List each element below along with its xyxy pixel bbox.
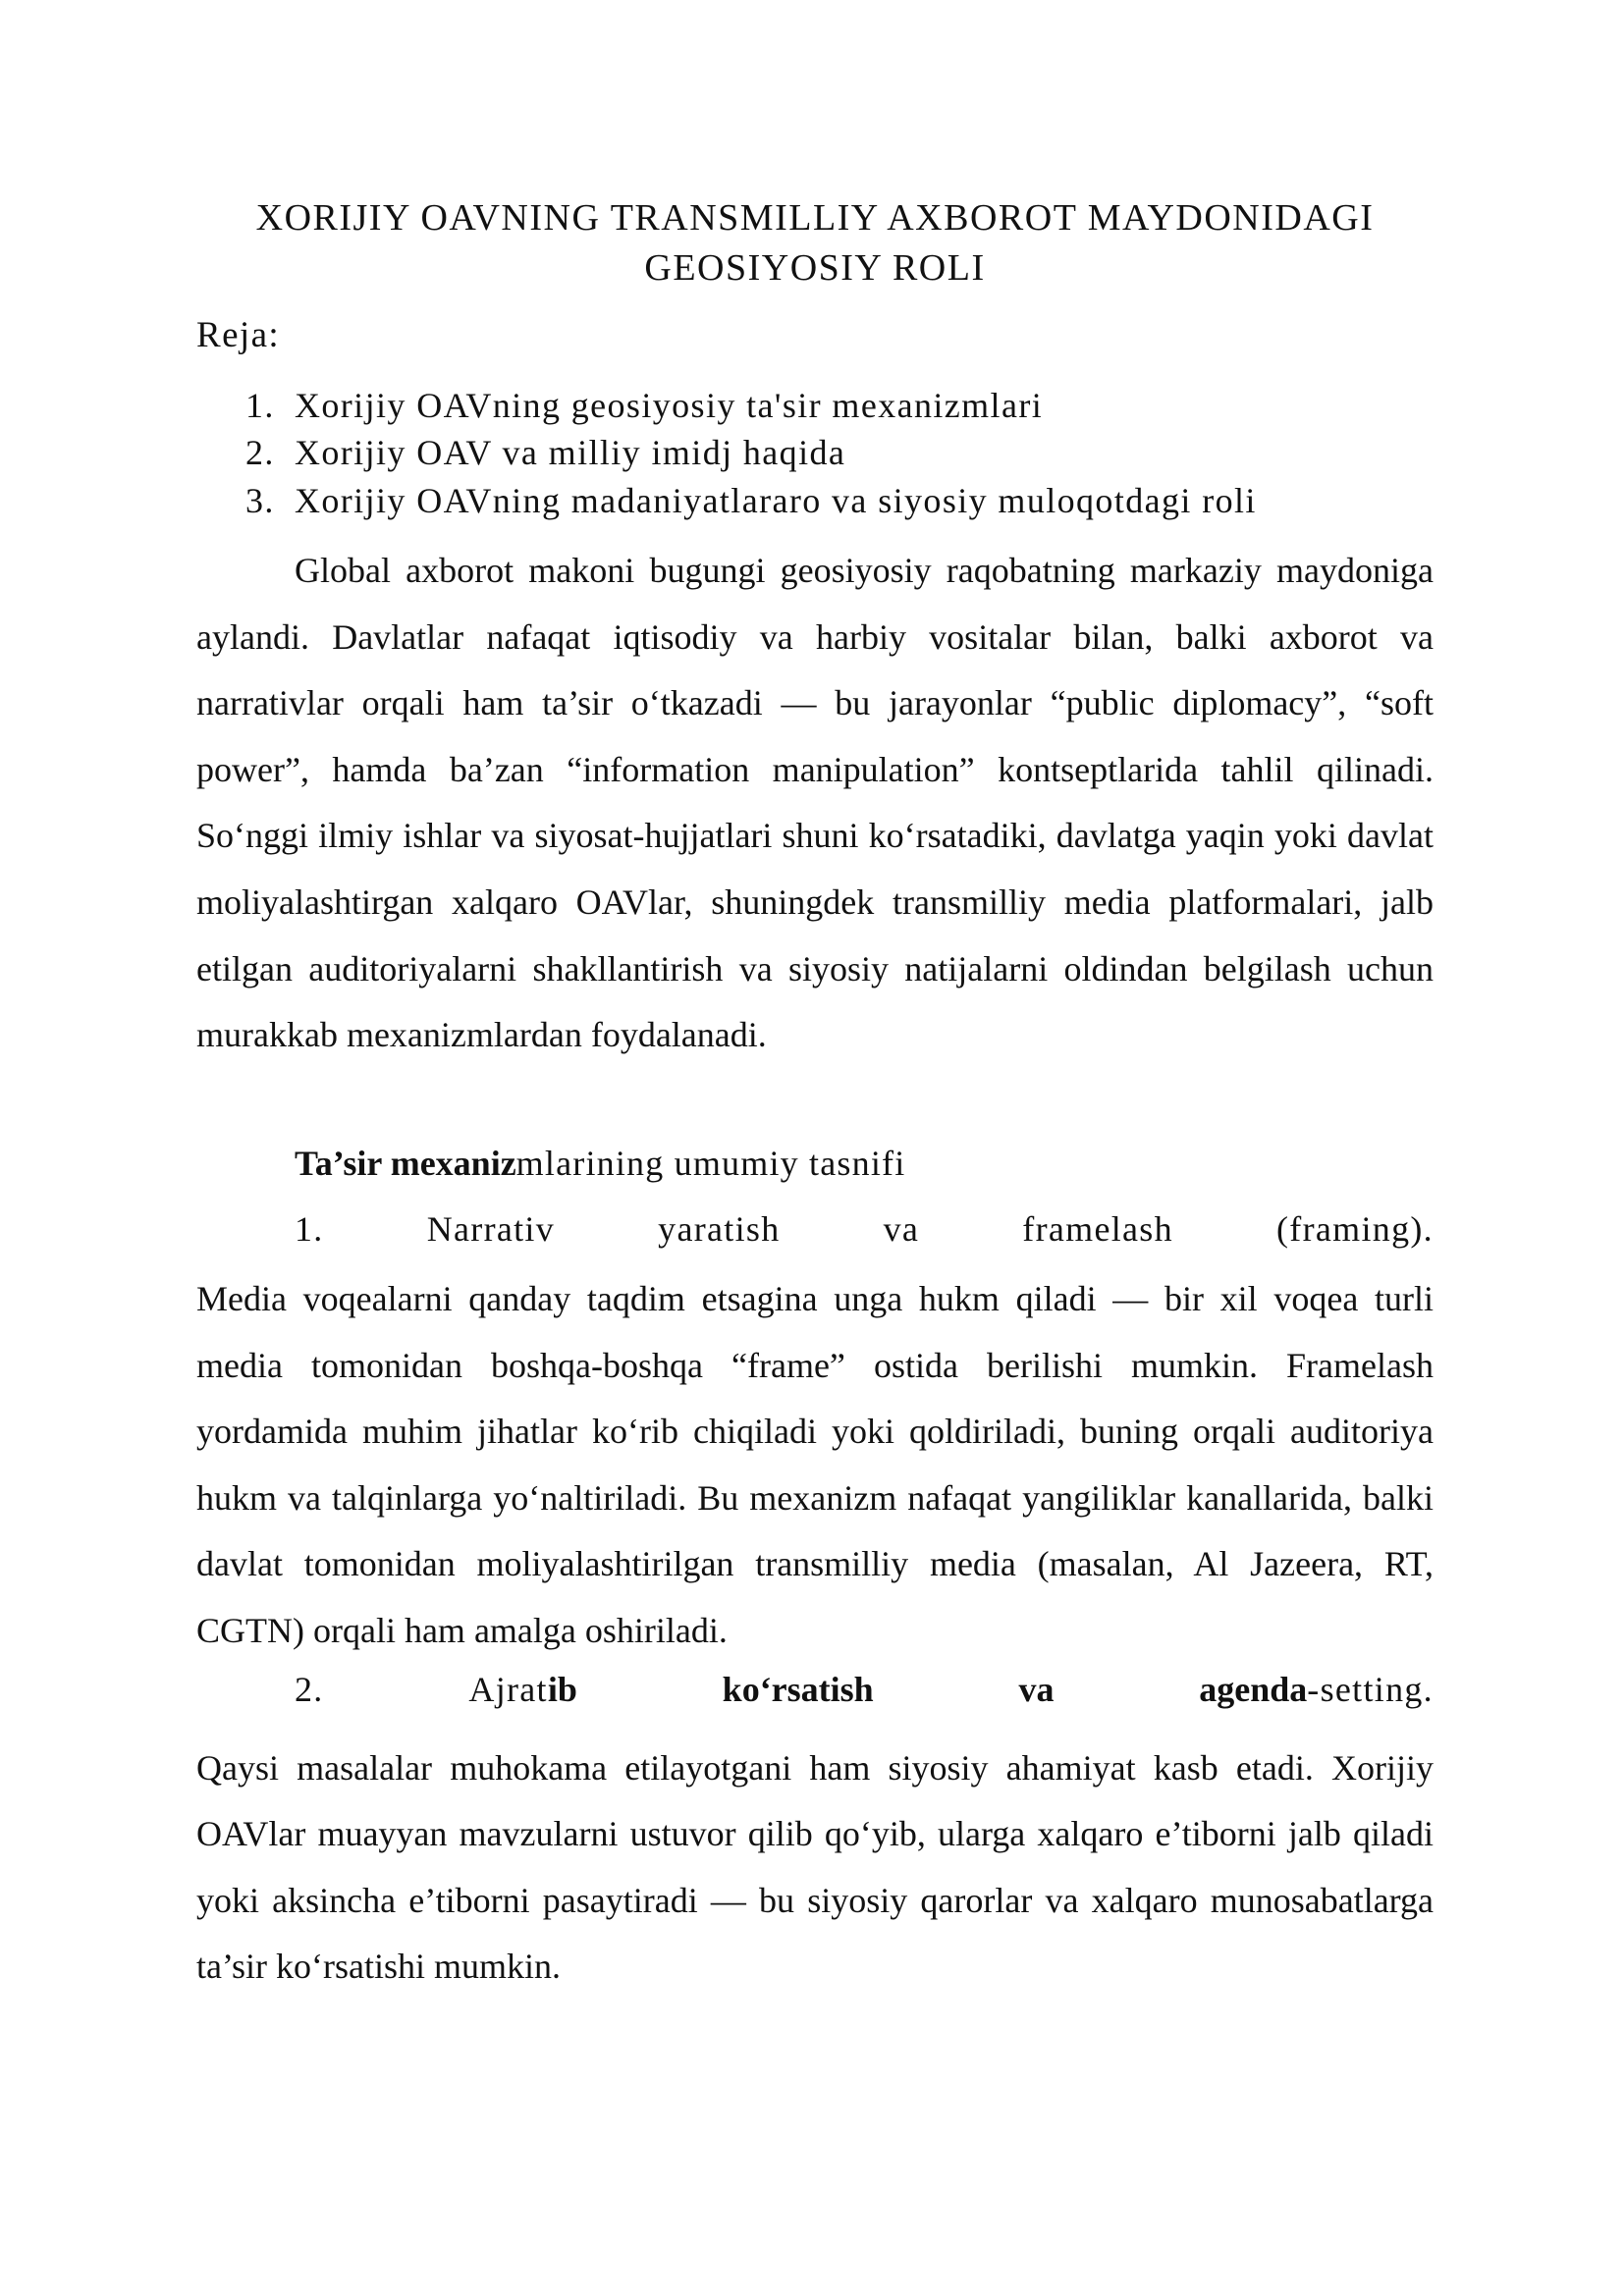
section-heading-bold: Ta’sir mexaniz (295, 1144, 516, 1183)
plan-item (245, 385, 1043, 426)
plan-item-text: Xorijiy OAVning madaniyatlararo va siyosiy muloqotdagi roli (295, 481, 1257, 520)
item-1-paragraph: Media voqealarni qanday taqdim etsagina unga hukm qiladi — bir xil voqea turli media tomonidan boshqa-boshqa “frame” ostida berilishi mumkin. Framelash yordamida muhim jihatlar ko‘rib chiqiladi yoki qoldiriladi, buning orqali auditoriya hukm va talqinlarga yo‘naltiriladi. Bu mexanizm nafaqat yangiliklar kanallarida, balki davlat tomonidan moliyalashtirilgan transmilliy media (masalan, Al Jazeera, RT, CGTN) orqali ham amalga oshiriladi. (196, 1279, 1434, 1650)
item-2-paragraph-text: Qaysi masalalar muhokama etilayotgani ham siyosiy ahamiyat kasb etadi. Xorijiy OAVlar muayyan mavzularni ustuvor qilib qo‘yib, ularga xalqaro e’tiborni jalb qiladi yoki aksincha e’tiborni pasaytiradi — bu siyosiy qarorlar va xalqaro munosabatlarga ta’sir ko‘rsatishi mumkin. (196, 1747, 1434, 1987)
item-2-word-part-bold: agenda (1199, 1670, 1308, 1709)
section-heading (295, 1143, 905, 1184)
plan-item-number: 3. (245, 481, 275, 520)
document-title-line-1: XORIJIY OAVNING TRANSMILLIY AXBOROT MAYDONIDAGI (255, 197, 1375, 239)
item-2-word-bold: va (1018, 1670, 1055, 1709)
item-2-paragraph (196, 1669, 1434, 2001)
plan-item-text: Xorijiy OAV va milliy imidj haqida (295, 433, 846, 472)
item-1-word: (framing). (1276, 1209, 1434, 1249)
plan-item-text: Xorijiy OAVning geosiyosiy ta'sir mexanizmlari (295, 386, 1044, 425)
plan-item (245, 432, 845, 473)
item-1-heading (295, 1208, 1434, 1250)
plan-item-number: 2. (245, 433, 275, 472)
item-2-number: 2. (295, 1670, 324, 1709)
item-2-word-part: -setting. (1307, 1670, 1434, 1709)
item-1-word: va (883, 1209, 920, 1249)
item-1-word: Narrativ (426, 1209, 556, 1249)
item-1-number: 1. (295, 1209, 324, 1249)
plan-item-number: 1. (245, 386, 275, 425)
item-1-word: framelash (1022, 1209, 1173, 1249)
item-2-word-part: Ajrat (468, 1670, 548, 1709)
intro-paragraph: Global axborot makoni bugungi geosiyosiy raqobatning markaziy maydoniga aylandi. Davlatlar nafaqat iqtisodiy va harbiy vositalar bilan, balki axborot va narrativlar orqali ham ta’sir o‘tkazadi — bu jarayonlar “public diplomacy”, “soft power”, hamda ba’zan “information manipulation” kontseptlarida tahlil qilinadi. So‘nggi ilmiy ishlar va siyosat-hujjatlari shuni ko‘rsatadiki, davlatga yaqin yoki davlat moliyalashtirgan xalqaro OAVlar, shuningdek transmilliy media platformalari, jalb etilgan auditoriyalarni shakllantirish va siyosiy natijalarni oldindan belgilash uchun murakkab mexanizmlardan foydalanadi. (196, 551, 1434, 1055)
item-1-word: yaratish (658, 1209, 781, 1249)
plan-item (245, 480, 1257, 521)
item-2-word-part-bold: ib (547, 1670, 577, 1709)
document-title-line-2: GEOSIYOSIY ROLI (644, 247, 986, 289)
item-2-word-bold: ko‘rsatish (722, 1670, 874, 1709)
section-heading-rest: mlarining umumiy tasnifi (515, 1144, 906, 1183)
plan-label: Reja: (196, 315, 281, 355)
